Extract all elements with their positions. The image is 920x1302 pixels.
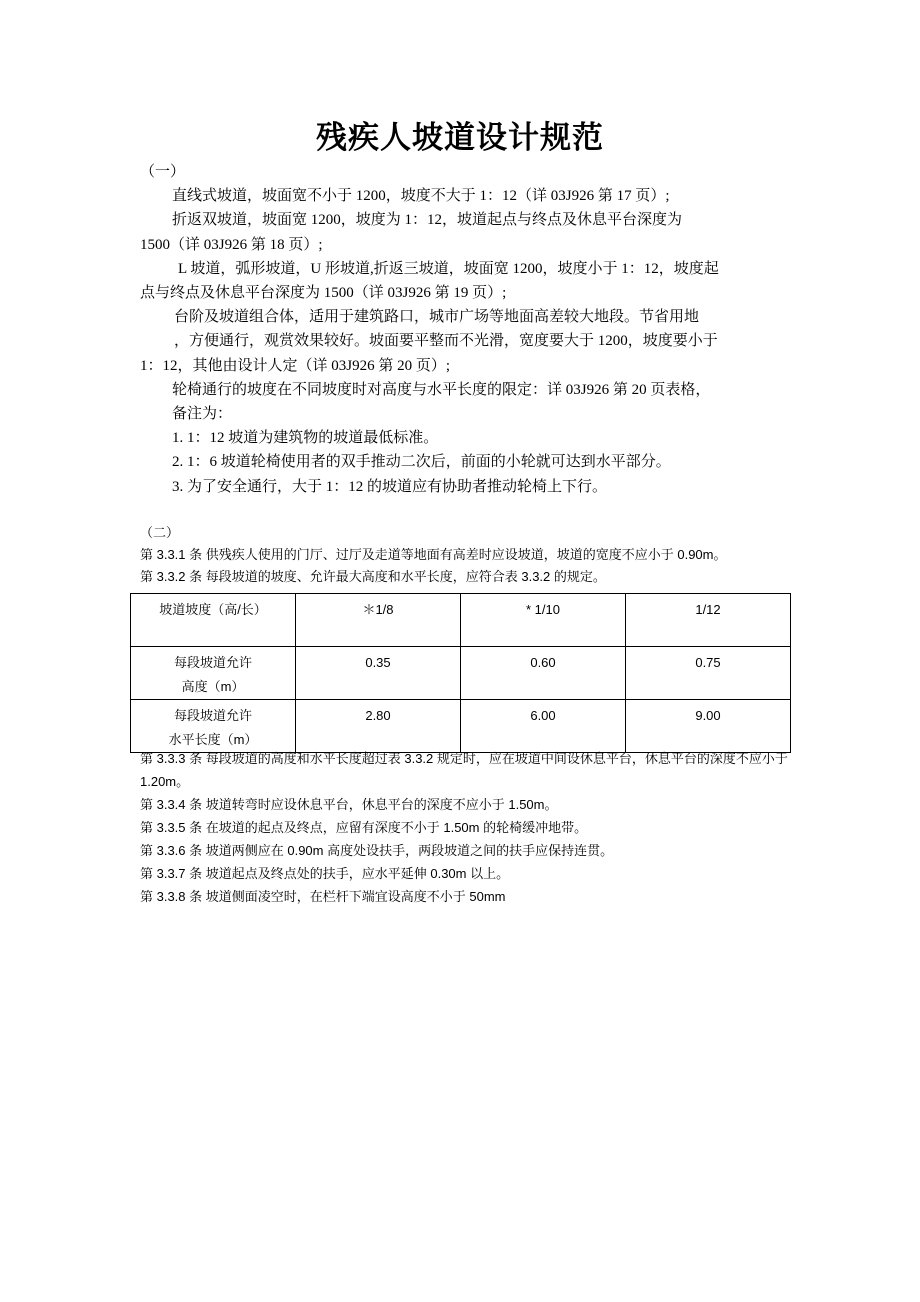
paragraph-wheelchair-slope: 轮椅通行的坡度在不同坡度时对高度与水平长度的限定：详 03J926 第 20 页表格， — [172, 381, 711, 398]
row-label-line: 每段坡道允许 — [173, 655, 252, 670]
table-header-cell: * 1/10 — [461, 594, 626, 647]
page-title: 残疾人坡道设计规范 — [316, 120, 604, 156]
row-label-line: 水平长度（m） — [168, 732, 258, 747]
clause-3-3-2: 第 3.3.2 条 每段坡道的坡度、允许最大高度和水平长度，应符合表 3.3.2 的规定。 — [140, 569, 606, 584]
paragraph-straight-ramp: 直线式坡道，坡面宽不小于 1200，坡度不大于 1：12（详 03J926 第 17 页）; — [172, 188, 670, 205]
note-item-1: 1. 1：12 坡道为建筑物的坡道最低标准。 — [172, 430, 439, 447]
section-one — [140, 160, 800, 499]
paragraph-double-ramp-cont: 1500（详 03J926 第 18 页）; — [140, 236, 323, 253]
table-cell: 0.35 — [296, 647, 461, 700]
table-cell: 0.60 — [461, 647, 626, 700]
paragraph-l-ramp: L 坡道，弧形坡道，U 形坡道,折返三坡道，坡面宽 1200，坡度小于 1：12，坡度起 — [178, 260, 719, 277]
table-cell: 2.80 — [296, 700, 461, 753]
table-cell: 9.00 — [626, 700, 791, 753]
paragraph-l-ramp-cont: 点与终点及休息平台深度为 1500（详 03J926 第 19 页）; — [140, 285, 507, 302]
note-item-3: 3. 为了安全通行，大于 1：12 的坡道应有协助者推动轮椅上下行。 — [172, 478, 608, 495]
clause-3-3-8: 第 3.3.8 条 坡道侧面凌空时，在栏杆下端宜设高度不小于 50mm — [140, 889, 506, 904]
paragraph-stair-ramp-cont1: ，方便通行，观赏效果较好。坡面要平整而不光滑，宽度要大于 1200，坡度要小于 — [174, 333, 718, 350]
table-cell: 0.75 — [626, 647, 791, 700]
paragraph-stair-ramp-cont2: 1：12，其他由设计人定（详 03J926 第 20 页）; — [140, 357, 451, 374]
clause-3-3-3: 第 3.3.3 条 每段坡道的高度和水平长度超过表 3.3.2 规定时，应在坡道中间设休息平台，休息平台的深度不应小于 1.20m。 — [140, 751, 788, 789]
table-header-cell: ＊1/8 — [296, 594, 461, 647]
row-label-line: 每段坡道允许 — [173, 708, 252, 723]
note-item-2: 2. 1：6 坡道轮椅使用者的双手推动二次后，前面的小轮就可达到水平部分。 — [172, 454, 671, 471]
table-header-cell: 1/12 — [626, 594, 791, 647]
table-row-height — [131, 647, 791, 700]
table-row-label — [131, 700, 296, 753]
paragraph-double-ramp: 折返双坡道，坡面宽 1200，坡度为 1：12，坡道起点与终点及休息平台深度为 — [172, 212, 683, 229]
table-row-length — [131, 700, 791, 753]
clause-3-3-5: 第 3.3.5 条 在坡道的起点及终点，应留有深度不小于 1.50m 的轮椅缓冲地带。 — [140, 820, 588, 835]
paragraph-notes-label: 备注为： — [172, 406, 233, 423]
table-row-label — [131, 647, 296, 700]
clause-list — [140, 747, 790, 908]
slope-limit-table — [130, 593, 791, 753]
clause-3-3-4: 第 3.3.4 条 坡道转弯时应设休息平台，休息平台的深度不应小于 1.50m。 — [140, 797, 558, 812]
section-two — [140, 522, 800, 588]
section-one-heading: （一） — [140, 164, 186, 180]
table-header-row — [131, 594, 791, 647]
section-two-heading: （二） — [140, 525, 180, 540]
clause-3-3-1: 第 3.3.1 条 供残疾人使用的门厅、过厅及走道等地面有高差时应设坡道，坡道的宽度不应小于 0.90m。 — [140, 547, 727, 562]
table-header-cell: 坡道坡度（高/长） — [131, 594, 296, 647]
row-label-line: 高度（m） — [181, 679, 245, 694]
clause-3-3-7: 第 3.3.7 条 坡道起点及终点处的扶手，应水平延伸 0.30m 以上。 — [140, 866, 510, 881]
paragraph-stair-ramp: 台阶及坡道组合体，适用于建筑路口，城市广场等地面高差较大地段。节省用地 — [174, 309, 700, 326]
table-cell: 6.00 — [461, 700, 626, 753]
clause-3-3-6: 第 3.3.6 条 坡道两侧应在 0.90m 高度处设扶手，两段坡道之间的扶手应保持连贯。 — [140, 843, 614, 858]
